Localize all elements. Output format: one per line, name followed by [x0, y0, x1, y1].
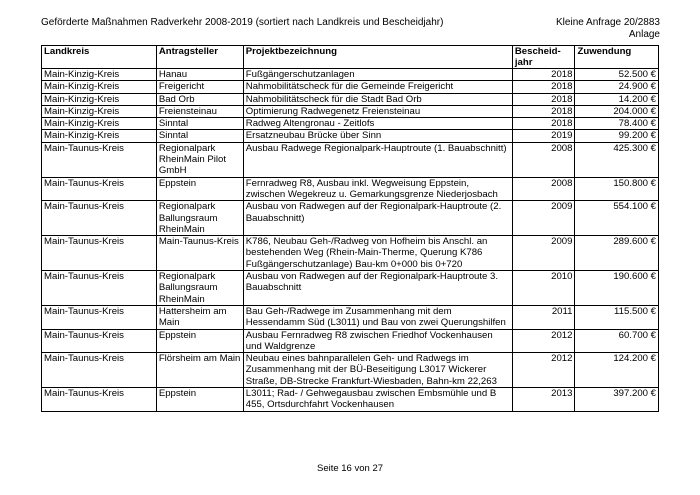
table-row [42, 81, 659, 93]
cell-zuwendung: 60.700 € [575, 329, 659, 353]
cell-projekt: Neubau eines bahnparallelen Geh- und Radwegs im Zusammenhang mit der BÜ-Beseitigung L3017 Wickerer Straße, DB-Strecke Frankfurt-Wiesbaden, Bahn-km 22,263 [243, 353, 512, 388]
cell-antragsteller: Eppstein [156, 329, 243, 353]
cell-projekt: Ausbau Radwege Regionalpark-Hauptroute (1. Bauabschnitt) [243, 142, 512, 177]
cell-landkreis: Main-Taunus-Kreis [42, 177, 157, 201]
cell-projekt: Bau Geh-/Radwege im Zusammenhang mit dem Hessendamm Süd (L3011) und Bau von zwei Querungshilfen [243, 305, 512, 329]
cell-projekt: Nahmobilitätscheck für die Stadt Bad Orb [243, 93, 512, 105]
document-title: Geförderte Maßnahmen Radverkehr 2008-2019 (sortiert nach Landkreis und Bescheidjahr) [41, 17, 444, 28]
table-row [42, 305, 659, 329]
cell-zuwendung: 397.200 € [575, 388, 659, 412]
cell-jahr: 2012 [512, 353, 575, 388]
table-row [42, 69, 659, 81]
table-row [42, 93, 659, 105]
cell-antragsteller: Eppstein [156, 388, 243, 412]
column-header-bescheidjahr: Bescheid-jahr [512, 46, 575, 69]
table-row [42, 388, 659, 412]
cell-landkreis: Main-Kinzig-Kreis [42, 130, 157, 142]
cell-zuwendung: 204.000 € [575, 105, 659, 117]
table-row [42, 130, 659, 142]
cell-zuwendung: 115.500 € [575, 305, 659, 329]
cell-antragsteller: Main-Taunus-Kreis [156, 236, 243, 271]
cell-projekt: Ausbau Fernradweg R8 zwischen Friedhof Vockenhausen und Waldgrenze [243, 329, 512, 353]
cell-antragsteller: Hattersheim am Main [156, 305, 243, 329]
cell-antragsteller: Regionalpark RheinMain Pilot GmbH [156, 142, 243, 177]
reference-line-1: Kleine Anfrage 20/2883 [556, 17, 660, 28]
cell-antragsteller: Regionalpark Ballungsraum RheinMain [156, 271, 243, 306]
table-row [42, 201, 659, 236]
cell-landkreis: Main-Taunus-Kreis [42, 305, 157, 329]
table-row [42, 271, 659, 306]
cell-projekt: Optimierung Radwegenetz Freiensteinau [243, 105, 512, 117]
cell-landkreis: Main-Taunus-Kreis [42, 388, 157, 412]
cell-zuwendung: 52.500 € [575, 69, 659, 81]
cell-zuwendung: 554.100 € [575, 201, 659, 236]
cell-jahr: 2008 [512, 142, 575, 177]
cell-zuwendung: 14.200 € [575, 93, 659, 105]
cell-jahr: 2009 [512, 201, 575, 236]
cell-projekt: Radweg Altengronau - Zeitlofs [243, 118, 512, 130]
cell-landkreis: Main-Taunus-Kreis [42, 271, 157, 306]
cell-landkreis: Main-Kinzig-Kreis [42, 105, 157, 117]
cell-jahr: 2018 [512, 105, 575, 117]
column-header-antragsteller: Antragsteller [156, 46, 243, 69]
cell-antragsteller: Flörsheim am Main [156, 353, 243, 388]
cell-jahr: 2011 [512, 305, 575, 329]
cell-antragsteller: Sinntal [156, 130, 243, 142]
cell-projekt: Ersatzneubau Brücke über Sinn [243, 130, 512, 142]
cell-antragsteller: Eppstein [156, 177, 243, 201]
cell-jahr: 2013 [512, 388, 575, 412]
cell-zuwendung: 190.600 € [575, 271, 659, 306]
table-row [42, 236, 659, 271]
cell-landkreis: Main-Kinzig-Kreis [42, 81, 157, 93]
cell-landkreis: Main-Kinzig-Kreis [42, 118, 157, 130]
cell-zuwendung: 99.200 € [575, 130, 659, 142]
cell-zuwendung: 124.200 € [575, 353, 659, 388]
funding-table [41, 45, 659, 412]
table-header-row [42, 46, 659, 69]
cell-landkreis: Main-Taunus-Kreis [42, 201, 157, 236]
cell-jahr: 2018 [512, 81, 575, 93]
cell-antragsteller: Sinntal [156, 118, 243, 130]
cell-antragsteller: Freiensteinau [156, 105, 243, 117]
cell-antragsteller: Hanau [156, 69, 243, 81]
column-header-landkreis: Landkreis [42, 46, 157, 69]
table-row [42, 177, 659, 201]
document-reference [556, 17, 660, 41]
cell-zuwendung: 289.600 € [575, 236, 659, 271]
cell-landkreis: Main-Kinzig-Kreis [42, 93, 157, 105]
column-header-projektbezeichnung: Projektbezeichnung [243, 46, 512, 69]
cell-projekt: Fernradweg R8, Ausbau inkl. Wegweisung Eppstein, zwischen Wegekreuz u. Gemarkungsgrenze Niederjosbach [243, 177, 512, 201]
cell-projekt: Ausbau von Radwegen auf der Regionalpark-Hauptroute (2. Bauabschnitt) [243, 201, 512, 236]
cell-jahr: 2012 [512, 329, 575, 353]
cell-projekt: Ausbau von Radwegen auf der Regionalpark-Hauptroute 3. Bauabschnitt [243, 271, 512, 306]
cell-projekt: L3011; Rad- / Gehwegausbau zwischen Embsmühle und B 455, Ortsdurchfahrt Vockenhausen [243, 388, 512, 412]
cell-landkreis: Main-Taunus-Kreis [42, 236, 157, 271]
cell-zuwendung: 24.900 € [575, 81, 659, 93]
table-row [42, 105, 659, 117]
cell-jahr: 2009 [512, 236, 575, 271]
cell-jahr: 2008 [512, 177, 575, 201]
cell-zuwendung: 78.400 € [575, 118, 659, 130]
table-row [42, 142, 659, 177]
cell-jahr: 2019 [512, 130, 575, 142]
cell-projekt: Nahmobilitätscheck für die Gemeinde Freigericht [243, 81, 512, 93]
table-row [42, 329, 659, 353]
page-number: Seite 16 von 27 [316, 463, 384, 474]
cell-zuwendung: 150.800 € [575, 177, 659, 201]
cell-landkreis: Main-Taunus-Kreis [42, 353, 157, 388]
cell-projekt: Fußgängerschutzanlagen [243, 69, 512, 81]
cell-landkreis: Main-Kinzig-Kreis [42, 69, 157, 81]
cell-jahr: 2018 [512, 69, 575, 81]
table-row [42, 118, 659, 130]
table-row [42, 353, 659, 388]
cell-antragsteller: Regionalpark Ballungsraum RheinMain [156, 201, 243, 236]
cell-zuwendung: 425.300 € [575, 142, 659, 177]
cell-projekt: K786, Neubau Geh-/Radweg von Hofheim bis Anschl. an bestehenden Weg (Rhein-Main-Therme, Querung K786 Fußgängerschutzanlage) Bau-km 0+000 bis 0+720 [243, 236, 512, 271]
cell-landkreis: Main-Taunus-Kreis [42, 329, 157, 353]
cell-landkreis: Main-Taunus-Kreis [42, 142, 157, 177]
cell-antragsteller: Bad Orb [156, 93, 243, 105]
cell-jahr: 2018 [512, 93, 575, 105]
cell-jahr: 2010 [512, 271, 575, 306]
column-header-zuwendung: Zuwendung [575, 46, 659, 69]
reference-line-2: Anlage [628, 29, 660, 40]
cell-jahr: 2018 [512, 118, 575, 130]
cell-antragsteller: Freigericht [156, 81, 243, 93]
